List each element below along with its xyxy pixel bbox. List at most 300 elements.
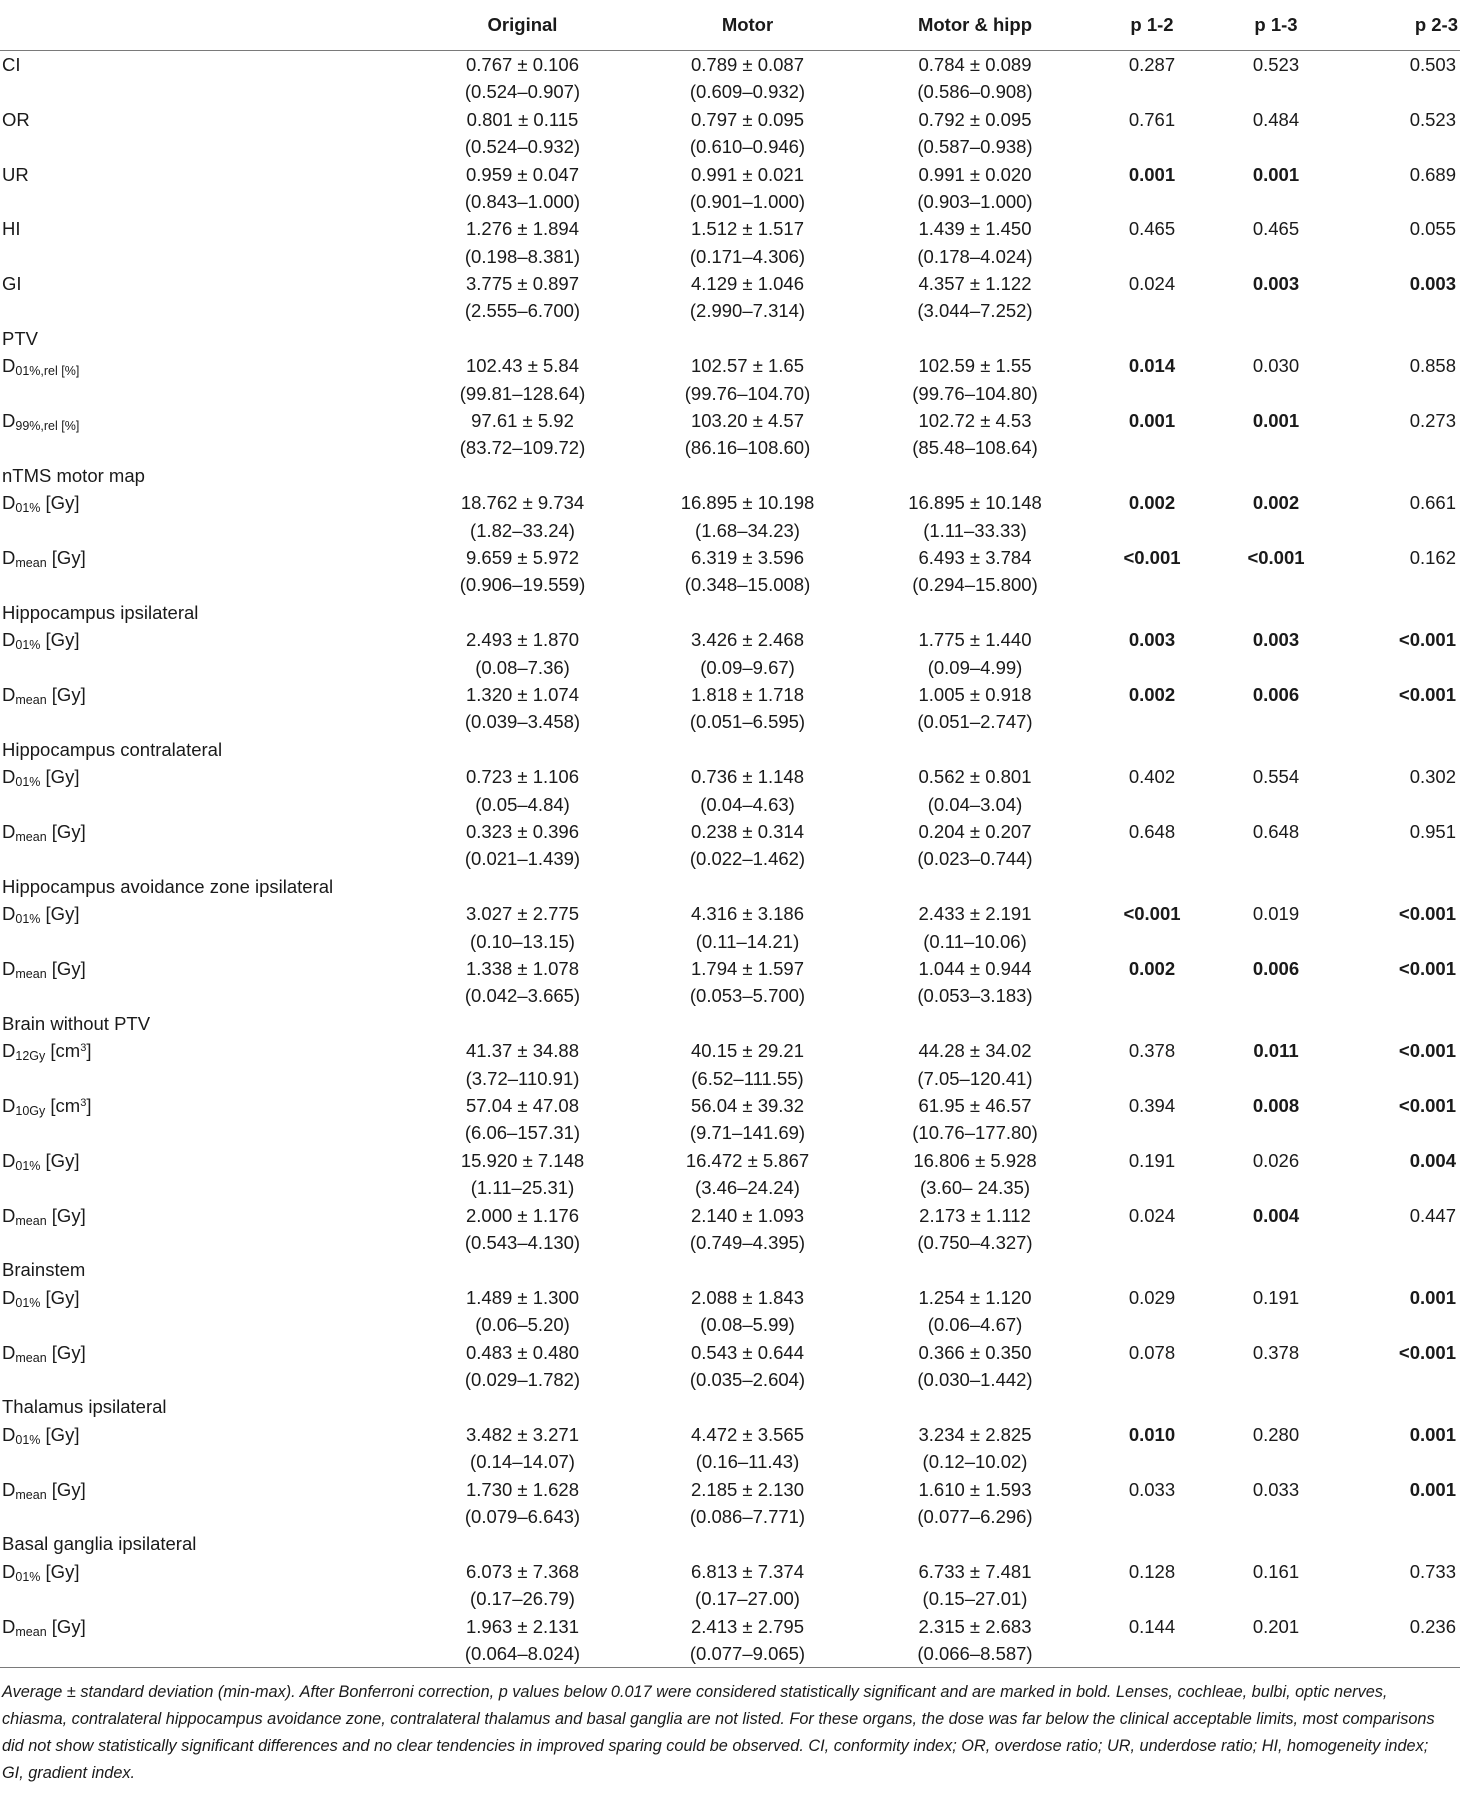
p-1-2-cell: 0.001: [1128, 410, 1176, 432]
min-max-range: (0.17–26.79): [470, 1588, 575, 1610]
motor-value-cell: [635, 270, 860, 325]
original-value-cell: [410, 1476, 635, 1531]
p-2-3-cell: 0.858: [1409, 355, 1456, 377]
row-label-subscript: mean: [15, 1624, 47, 1639]
p-1-2-cell: 0.402: [1128, 766, 1176, 788]
header-p-2-3: p 2-3: [1338, 0, 1460, 51]
min-max-range: (99.76–104.70): [684, 382, 811, 404]
table-row: [0, 270, 1460, 325]
mean-sd: 16.895 ± 10.198: [680, 492, 815, 514]
row-label-text: D: [2, 1286, 16, 1308]
original-value-cell: [410, 1558, 635, 1613]
min-max-range: (10.76–177.80): [912, 1122, 1038, 1144]
motor-hipp-value-cell: [860, 407, 1090, 462]
motor-hipp-value-cell: [860, 681, 1090, 736]
min-max-range: (0.15–27.01): [922, 1588, 1028, 1610]
p-1-2-cell: 0.128: [1128, 1560, 1176, 1582]
mean-sd: 6.319 ± 3.596: [690, 547, 805, 569]
min-max-range: (85.48–108.64): [912, 437, 1038, 459]
row-label-unit: [Gy]: [40, 1560, 80, 1582]
motor-value-cell: [635, 489, 860, 544]
mean-sd: 1.730 ± 1.628: [465, 1478, 580, 1500]
min-max-range: (0.903–1.000): [917, 190, 1033, 212]
min-max-range: (0.198–8.381): [464, 245, 581, 267]
mean-sd: 0.991 ± 0.021: [690, 163, 805, 185]
motor-hipp-value-cell: [860, 1421, 1090, 1476]
mean-sd: 1.439 ± 1.450: [918, 218, 1032, 240]
motor-hipp-value-cell: [860, 1476, 1090, 1531]
min-max-range: (0.051–6.595): [689, 711, 806, 733]
mean-sd: 16.806 ± 5.928: [913, 1149, 1037, 1171]
p-1-3-cell: 0.033: [1252, 1478, 1300, 1500]
p-1-2-cell: 0.648: [1128, 821, 1176, 843]
p-1-3-cell: 0.003: [1252, 629, 1300, 651]
table-row: [0, 900, 1460, 955]
motor-hipp-value-cell: [860, 1202, 1090, 1257]
group-header-row: [0, 736, 1460, 763]
motor-value-cell: [635, 407, 860, 462]
min-max-range: (0.08–5.99): [700, 1314, 795, 1336]
min-max-range: (6.52–111.55): [691, 1067, 804, 1089]
row-label-subscript: 01%: [15, 501, 41, 516]
p-1-3-cell: 0.001: [1252, 163, 1300, 185]
min-max-range: (0.053–5.700): [689, 985, 806, 1007]
row-label-text: D: [2, 1615, 16, 1637]
row-label-superscript: 3: [80, 1097, 87, 1110]
table-row: [0, 626, 1460, 681]
min-max-range: (0.030–1.442): [917, 1368, 1033, 1390]
min-max-range: (1.68–34.23): [695, 519, 800, 541]
group-header-row: [0, 1393, 1460, 1420]
table-row: [0, 1092, 1460, 1147]
p-2-3-cell: <0.001: [1398, 1095, 1456, 1117]
min-max-range: (86.16–108.60): [684, 437, 811, 459]
p-1-3-cell: 0.011: [1253, 1040, 1299, 1062]
row-label: [0, 215, 410, 270]
table-row: [0, 1476, 1460, 1531]
p-2-3-cell: <0.001: [1398, 684, 1456, 706]
table-row: [0, 161, 1460, 216]
row-label-text: D: [2, 766, 16, 788]
table-row: [0, 1339, 1460, 1394]
original-value-cell: [410, 681, 635, 736]
mean-sd: 1.005 ± 0.918: [918, 684, 1032, 706]
p-1-2-cell: 0.024: [1128, 1204, 1176, 1226]
row-label-text: D: [2, 684, 16, 706]
mean-sd: 0.543 ± 0.644: [690, 1341, 805, 1363]
mean-sd: 102.72 ± 4.53: [918, 410, 1032, 432]
motor-value-cell: [635, 1476, 860, 1531]
p-1-2-cell: 0.761: [1128, 108, 1176, 130]
row-label: [0, 1092, 410, 1147]
mean-sd: 0.562 ± 0.801: [918, 766, 1032, 788]
min-max-range: (0.524–0.932): [464, 136, 581, 157]
min-max-range: (0.077–6.296): [917, 1505, 1033, 1527]
min-max-range: (0.178–4.024): [917, 245, 1033, 267]
motor-hipp-value-cell: [860, 955, 1090, 1010]
p-1-2-cell: 0.002: [1128, 492, 1176, 514]
row-label-subscript: 01%: [15, 1569, 41, 1584]
original-value-cell: [410, 1202, 635, 1257]
table-row: [0, 818, 1460, 873]
table-row: [0, 106, 1460, 161]
p-2-3-cell: 0.003: [1409, 273, 1456, 295]
mean-sd: 0.792 ± 0.095: [918, 108, 1032, 130]
p-2-3-cell: 0.733: [1409, 1560, 1456, 1582]
header-motor-hipp: Motor & hipp: [860, 0, 1090, 51]
min-max-range: (0.11–10.06): [923, 930, 1027, 952]
row-label-unit: [Gy]: [40, 903, 80, 925]
motor-value-cell: [635, 1202, 860, 1257]
original-value-cell: [410, 1339, 635, 1394]
original-value-cell: [410, 1613, 635, 1668]
p-1-3-cell: 0.201: [1214, 1613, 1338, 1668]
p-1-2-cell: 0.378: [1128, 1040, 1176, 1062]
row-label-unit: [Gy]: [40, 766, 80, 788]
row-label-unit: [Gy]: [40, 492, 80, 514]
p-1-2-cell: 0.394: [1128, 1095, 1176, 1117]
mean-sd: 6.733 ± 7.481: [918, 1560, 1032, 1582]
mean-sd: 0.784 ± 0.089: [918, 54, 1032, 75]
row-label: [0, 818, 410, 873]
motor-hipp-value-cell: [860, 900, 1090, 955]
min-max-range: (0.042–3.665): [464, 985, 581, 1007]
row-label-subscript: mean: [15, 967, 47, 982]
min-max-range: (3.72–110.91): [465, 1067, 580, 1089]
row-label-text: GI: [2, 273, 22, 295]
min-max-range: (99.76–104.80): [912, 382, 1038, 404]
p-1-3-cell: 0.019: [1252, 903, 1300, 925]
row-label-unit: [Gy]: [46, 1204, 86, 1226]
group-label: Brainstem: [2, 1259, 86, 1281]
row-label-unit: [Gy]: [40, 629, 80, 651]
row-label-text: D: [2, 1560, 16, 1582]
p-2-3-cell: 0.004: [1409, 1149, 1456, 1171]
mean-sd: 2.173 ± 1.112: [919, 1204, 1031, 1226]
p-2-3-cell: 0.001: [1409, 1286, 1456, 1308]
table-row: [0, 763, 1460, 818]
motor-hipp-value-cell: [860, 763, 1090, 818]
table-row: [0, 955, 1460, 1010]
motor-hipp-value-cell: [860, 818, 1090, 873]
row-label: [0, 1202, 410, 1257]
min-max-range: (0.035–2.604): [689, 1368, 806, 1390]
row-label-unit: [Gy]: [46, 821, 86, 843]
motor-hipp-value-cell: [860, 352, 1090, 407]
min-max-range: (0.05–4.84): [475, 793, 570, 815]
motor-value-cell: [635, 1284, 860, 1339]
motor-hipp-value-cell: [860, 1339, 1090, 1394]
header-p-1-2: p 1-2: [1090, 0, 1214, 51]
mean-sd: 1.320 ± 1.074: [465, 684, 580, 706]
row-label-unit: [Gy]: [40, 1149, 80, 1171]
min-max-range: (0.077–9.065): [689, 1642, 806, 1664]
row-label: [0, 352, 410, 407]
row-label-unit: [Gy]: [46, 958, 86, 980]
group-label: Hippocampus contralateral: [2, 738, 223, 760]
p-1-3-cell: 0.280: [1252, 1423, 1300, 1445]
mean-sd: 1.276 ± 1.894: [465, 218, 580, 240]
motor-hipp-value-cell: [860, 1284, 1090, 1339]
row-label: [0, 106, 410, 161]
min-max-range: (0.06–4.67): [927, 1314, 1023, 1336]
original-value-cell: [410, 818, 635, 873]
mean-sd: 103.20 ± 4.57: [690, 410, 805, 432]
p-2-3-cell: 0.523: [1409, 108, 1456, 130]
mean-sd: 16.895 ± 10.148: [908, 492, 1042, 514]
group-header-row: [0, 1010, 1460, 1037]
row-label-text: D: [2, 1095, 16, 1117]
row-label-text: D: [2, 1149, 16, 1171]
min-max-range: (3.46–24.24): [695, 1177, 800, 1199]
row-label: [0, 681, 410, 736]
p-1-3-cell: 0.161: [1252, 1560, 1300, 1582]
motor-value-cell: [635, 161, 860, 216]
mean-sd: 2.433 ± 2.191: [918, 903, 1032, 925]
row-label-subscript: 01%: [15, 638, 41, 653]
original-value-cell: [410, 1284, 635, 1339]
row-label: [0, 1284, 410, 1339]
p-1-2-cell: 0.010: [1128, 1423, 1176, 1445]
mean-sd: 0.736 ± 1.148: [690, 766, 805, 788]
min-max-range: (0.12–10.02): [922, 1451, 1028, 1473]
motor-hipp-value-cell: [860, 1558, 1090, 1613]
min-max-range: (0.16–11.43): [695, 1451, 800, 1473]
p-2-3-cell: 0.302: [1409, 766, 1456, 788]
group-label: Basal ganglia ipsilateral: [2, 1533, 197, 1555]
mean-sd: 1.775 ± 1.440: [918, 629, 1032, 651]
min-max-range: (0.749–4.395): [689, 1231, 806, 1253]
p-2-3-cell: <0.001: [1398, 1040, 1456, 1062]
table-row: [0, 51, 1460, 106]
p-1-2-cell: <0.001: [1123, 903, 1181, 925]
mean-sd: 3.027 ± 2.775: [465, 903, 580, 925]
table-row: [0, 1202, 1460, 1257]
min-max-range: (9.71–141.69): [689, 1122, 806, 1144]
header-motor: Motor: [635, 0, 860, 51]
min-max-range: (0.543–4.130): [464, 1231, 581, 1253]
header-row: [0, 0, 1460, 51]
p-2-3-cell: 0.503: [1409, 54, 1456, 75]
header-original: Original: [410, 0, 635, 51]
original-value-cell: [410, 51, 635, 106]
p-1-3-cell: 0.378: [1252, 1341, 1300, 1363]
group-header-row: [0, 1530, 1460, 1557]
group-label: Brain without PTV: [2, 1012, 151, 1034]
mean-sd: 0.991 ± 0.020: [918, 163, 1032, 185]
mean-sd: 16.472 ± 5.867: [685, 1149, 810, 1171]
motor-hipp-value-cell: [860, 161, 1090, 216]
motor-value-cell: [635, 352, 860, 407]
row-label-subscript: mean: [15, 693, 47, 708]
motor-hipp-value-cell: [860, 51, 1090, 106]
motor-value-cell: [635, 106, 860, 161]
p-1-2-cell: 0.191: [1128, 1149, 1176, 1171]
group-label: Thalamus ipsilateral: [2, 1396, 167, 1418]
mean-sd: 3.426 ± 2.468: [690, 629, 805, 651]
original-value-cell: [410, 407, 635, 462]
original-value-cell: [410, 1421, 635, 1476]
mean-sd: 9.659 ± 5.972: [465, 547, 580, 569]
mean-sd: 97.61 ± 5.92: [471, 410, 574, 432]
row-label: [0, 1421, 410, 1476]
mean-sd: 0.323 ± 0.396: [465, 821, 580, 843]
table-row: [0, 1284, 1460, 1339]
min-max-range: (99.81–128.64): [459, 382, 586, 404]
p-1-3-cell: 0.001: [1252, 410, 1300, 432]
min-max-range: (0.064–8.024): [464, 1642, 581, 1664]
mean-sd: 61.95 ± 46.57: [918, 1095, 1032, 1117]
min-max-range: (0.10–13.15): [470, 930, 575, 952]
p-1-3-cell: 0.191: [1252, 1286, 1300, 1308]
motor-value-cell: [635, 900, 860, 955]
mean-sd: 1.338 ± 1.078: [465, 958, 580, 980]
row-label: [0, 900, 410, 955]
motor-hipp-value-cell: [860, 1613, 1090, 1668]
row-label: [0, 1147, 410, 1202]
row-label-subscript: 12Gy: [15, 1049, 46, 1064]
mean-sd: 4.129 ± 1.046: [690, 273, 805, 295]
original-value-cell: [410, 955, 635, 1010]
motor-value-cell: [635, 1613, 860, 1668]
mean-sd: 0.959 ± 0.047: [465, 163, 580, 185]
group-label: Hippocampus ipsilateral: [2, 601, 199, 623]
min-max-range: (0.06–5.20): [475, 1314, 570, 1336]
p-1-2-cell: 0.002: [1128, 684, 1176, 706]
min-max-range: (0.021–1.439): [464, 848, 581, 870]
motor-hipp-value-cell: [860, 1092, 1090, 1147]
row-label-text: D: [2, 1341, 16, 1363]
motor-value-cell: [635, 51, 860, 106]
motor-hipp-value-cell: [860, 489, 1090, 544]
motor-value-cell: [635, 818, 860, 873]
row-label-subscript: 01%: [15, 1158, 41, 1173]
mean-sd: 6.813 ± 7.374: [690, 1560, 805, 1582]
original-value-cell: [410, 900, 635, 955]
min-max-range: (0.524–0.907): [464, 81, 581, 103]
table-row: [0, 1147, 1460, 1202]
table-row: [0, 681, 1460, 736]
group-header-row: [0, 873, 1460, 900]
p-2-3-cell: <0.001: [1398, 958, 1456, 980]
row-label-text: D: [2, 410, 16, 432]
min-max-range: (0.029–1.782): [464, 1368, 581, 1390]
p-2-3-cell: 0.001: [1409, 1423, 1456, 1445]
row-label-subscript: 01%,rel [%]: [15, 364, 80, 379]
mean-sd: 0.483 ± 0.480: [465, 1341, 580, 1363]
motor-value-cell: [635, 1421, 860, 1476]
p-2-3-cell: 0.951: [1409, 821, 1456, 843]
row-label-subscript: 01%: [15, 912, 41, 927]
mean-sd: 1.963 ± 2.131: [465, 1615, 580, 1637]
min-max-range: (0.039–3.458): [464, 711, 581, 733]
mean-sd: 1.794 ± 1.597: [690, 958, 805, 980]
row-label-subscript: mean: [15, 1487, 47, 1502]
p-1-2-cell: 0.024: [1128, 273, 1176, 295]
min-max-range: (0.11–14.21): [695, 930, 800, 952]
p-1-2-cell: 0.287: [1128, 54, 1176, 75]
mean-sd: 102.43 ± 5.84: [465, 355, 580, 377]
header-p-1-3: p 1-3: [1214, 0, 1338, 51]
p-1-2-cell: 0.144: [1090, 1613, 1214, 1668]
row-label-text: D: [2, 903, 16, 925]
table-row: [0, 1037, 1460, 1092]
min-max-range: (0.906–19.559): [459, 574, 586, 596]
p-1-2-cell: 0.033: [1128, 1478, 1176, 1500]
p-1-3-cell: 0.465: [1252, 218, 1300, 240]
row-label-unit: [Gy]: [40, 1286, 80, 1308]
min-max-range: (0.086–7.771): [689, 1505, 806, 1527]
row-label-text: D: [2, 355, 16, 377]
row-label-subscript: 01%: [15, 775, 41, 790]
p-1-3-cell: 0.484: [1252, 108, 1300, 130]
table-footnote: Average ± standard deviation (min-max). After Bonferroni correction, p values below 0.017 were considered statistically significant and are marked in bold. Lenses, cochleae, bulbi, optic nerves, chiasma, contralateral hippocampus avoidance zone, contralateral thalamus and basal ganglia are not listed. For these organs, the dose was far below the clinical acceptable limits, most comparisons did not show statistically significant differences and no clear tendencies in improved sparing could be observed. CI, conformity index; OR, overdose ratio; UR, underdose ratio; HI, homogeneity index; GI, gradient index.: [2, 1683, 1435, 1782]
motor-value-cell: [635, 544, 860, 599]
p-1-3-cell: 0.002: [1252, 492, 1300, 514]
min-max-range: (2.990–7.314): [689, 300, 806, 322]
p-1-3-cell: 0.648: [1252, 821, 1300, 843]
mean-sd: 40.15 ± 29.21: [690, 1040, 805, 1062]
p-1-2-cell: <0.001: [1123, 547, 1181, 569]
row-label: [0, 270, 410, 325]
motor-value-cell: [635, 1147, 860, 1202]
p-2-3-cell: 0.447: [1409, 1204, 1456, 1226]
p-2-3-cell: <0.001: [1398, 629, 1456, 651]
motor-hipp-value-cell: [860, 1147, 1090, 1202]
row-label-unit-end: ]: [86, 1095, 92, 1117]
row-label-unit: [Gy]: [40, 1423, 80, 1445]
min-max-range: (0.843–1.000): [464, 190, 581, 212]
min-max-range: (0.587–0.938): [917, 136, 1033, 157]
min-max-range: (0.348–15.008): [684, 574, 811, 596]
row-label: [0, 407, 410, 462]
original-value-cell: [410, 1037, 635, 1092]
row-label-subscript: mean: [15, 1350, 47, 1365]
mean-sd: 0.767 ± 0.106: [465, 54, 580, 75]
mean-sd: 4.357 ± 1.122: [918, 273, 1032, 295]
row-label-text: OR: [2, 108, 30, 130]
motor-value-cell: [635, 1558, 860, 1613]
p-1-3-cell: 0.003: [1252, 273, 1300, 295]
mean-sd: 4.472 ± 3.565: [690, 1423, 805, 1445]
original-value-cell: [410, 1092, 635, 1147]
row-label-text: UR: [2, 163, 29, 185]
mean-sd: 0.238 ± 0.314: [690, 821, 805, 843]
table-row: [0, 489, 1460, 544]
p-1-2-cell: 0.003: [1128, 629, 1176, 651]
min-max-range: (0.066–8.587): [917, 1642, 1033, 1664]
mean-sd: 0.366 ± 0.350: [918, 1341, 1032, 1363]
p-1-3-cell: 0.006: [1252, 684, 1300, 706]
row-label-unit: [Gy]: [46, 1478, 86, 1500]
row-label-subscript: mean: [15, 1213, 47, 1228]
row-label-subscript: 01%: [15, 1432, 41, 1447]
motor-hipp-value-cell: [860, 626, 1090, 681]
original-value-cell: [410, 215, 635, 270]
mean-sd: 2.413 ± 2.795: [690, 1615, 805, 1637]
row-label-unit-end: ]: [86, 1040, 92, 1062]
mean-sd: 0.204 ± 0.207: [918, 821, 1032, 843]
min-max-range: (3.60– 24.35): [919, 1177, 1031, 1199]
min-max-range: (0.04–3.04): [927, 793, 1023, 815]
row-label-text: D: [2, 958, 16, 980]
mean-sd: 102.57 ± 1.65: [690, 355, 805, 377]
row-label-text: HI: [2, 218, 21, 240]
min-max-range: (0.586–0.908): [917, 81, 1033, 103]
mean-sd: 1.818 ± 1.718: [690, 684, 805, 706]
row-label-unit: [Gy]: [46, 1615, 86, 1637]
p-1-2-cell: 0.001: [1128, 163, 1176, 185]
